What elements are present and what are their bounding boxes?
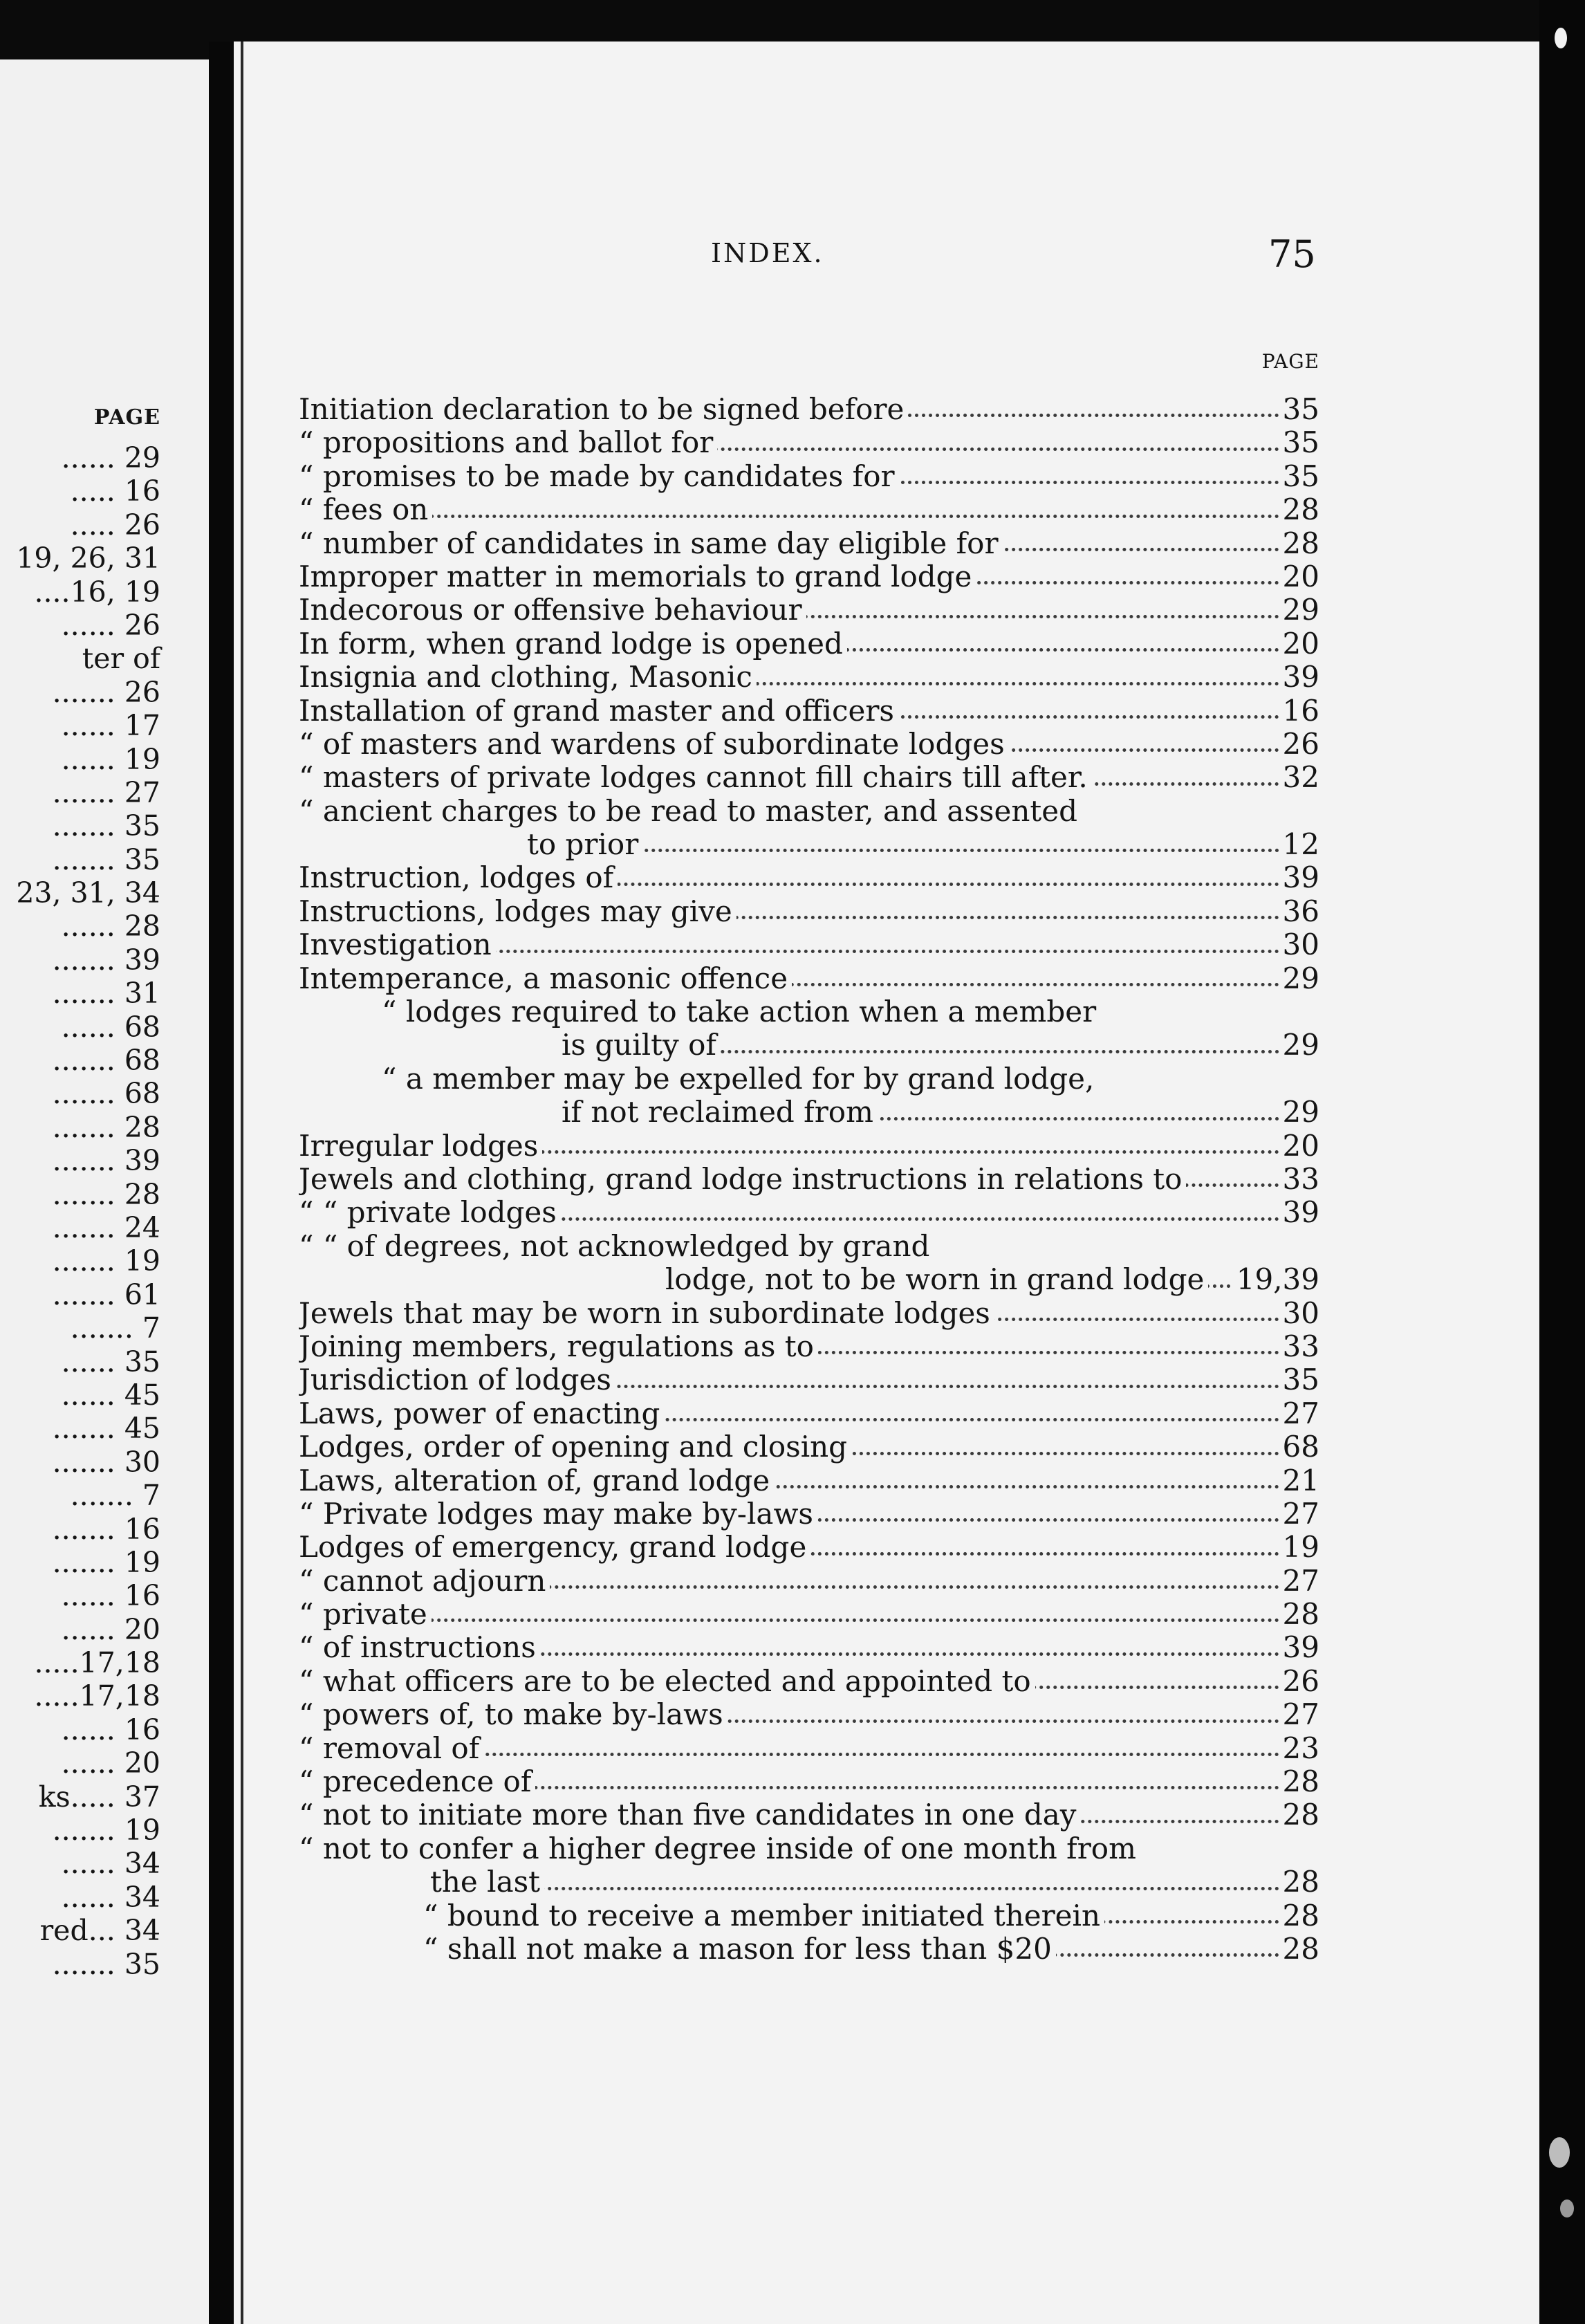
entry-page-ref: 21 xyxy=(1279,1464,1319,1497)
dot-leader xyxy=(326,515,1279,518)
entry-page-ref: 27 xyxy=(1279,1497,1319,1531)
entry-page-ref: 12 xyxy=(1279,828,1319,861)
left-page-row: ....... 7 xyxy=(70,1311,160,1345)
entry-page-ref: 28 xyxy=(1279,1933,1319,1966)
left-page-row: ..... 16 xyxy=(70,474,160,508)
left-page-row: ....... 24 xyxy=(52,1210,160,1244)
scan-border xyxy=(1539,0,1585,2324)
index-entry xyxy=(299,1363,1319,1396)
entry-page-ref: 26 xyxy=(1279,1665,1319,1698)
left-page-row: 19, 26, 31 xyxy=(16,542,160,575)
left-page-row: ...... 16 xyxy=(61,1713,160,1746)
index-entry xyxy=(299,593,1319,627)
entry-page-ref: 68 xyxy=(1279,1430,1319,1464)
entry-page-ref: 36 xyxy=(1279,895,1319,928)
entry-text: “ precedence of xyxy=(299,1765,535,1798)
entry-text: Instructions, lodges may give xyxy=(299,895,736,928)
entry-page-ref: 30 xyxy=(1279,1297,1319,1330)
index-entry xyxy=(299,1832,1319,1865)
index-page xyxy=(234,42,1539,2324)
entry-page-ref: 20 xyxy=(1279,627,1319,661)
entry-text: “ Private lodges may make by-laws xyxy=(299,1497,817,1531)
entry-text: Jewels that may be worn in subordinate lodges xyxy=(299,1297,994,1330)
entry-text: the last xyxy=(430,1865,544,1899)
entry-page-ref: 39 xyxy=(1279,1196,1319,1229)
index-entry xyxy=(299,1062,1319,1096)
index-entry xyxy=(299,1297,1319,1330)
entry-text: “ powers of, to make by-laws xyxy=(299,1698,727,1731)
left-page-column-header: PAGE xyxy=(93,405,160,430)
index-entry xyxy=(299,426,1319,459)
index-entry xyxy=(299,460,1319,493)
entry-page-ref: 19 xyxy=(1279,1531,1319,1564)
index-entry xyxy=(299,861,1319,894)
left-page-row: ....... 28 xyxy=(52,1177,160,1211)
left-page-row: ...... 17 xyxy=(61,709,160,743)
entry-text: Lodges of emergency, grand lodge xyxy=(299,1531,810,1564)
entry-page-ref: 35 xyxy=(1279,1363,1319,1396)
index-entry xyxy=(299,828,1319,861)
entry-page-ref: 29 xyxy=(1279,962,1319,995)
index-entry xyxy=(299,928,1319,961)
index-entry xyxy=(299,393,1319,426)
index-entry xyxy=(299,1397,1319,1430)
entry-page-ref: 16 xyxy=(1279,694,1319,728)
left-page-row: ...... 68 xyxy=(61,1010,160,1044)
page-edge-line xyxy=(241,42,243,2324)
entry-page-ref: 20 xyxy=(1279,1129,1319,1163)
entry-text: “ of masters and wardens of subordinate lodges xyxy=(299,728,1009,761)
entry-page-ref: 20 xyxy=(1279,560,1319,593)
entry-page-ref: 27 xyxy=(1279,1698,1319,1731)
index-entry xyxy=(299,1798,1319,1832)
index-entry xyxy=(299,1196,1319,1229)
left-page-row: ...... 34 xyxy=(61,1880,160,1914)
entry-page-ref: 33 xyxy=(1279,1163,1319,1196)
left-page-row: ....... 61 xyxy=(52,1278,160,1311)
left-page-row: ...... 29 xyxy=(61,441,160,474)
left-page-row: .....17,18 xyxy=(34,1679,160,1713)
entry-page-ref: 39 xyxy=(1279,661,1319,694)
entry-text: Laws, alteration of, grand lodge xyxy=(299,1464,774,1497)
left-page-row: ....... 31 xyxy=(52,977,160,1011)
index-entries xyxy=(299,393,1319,1966)
entry-text: Jurisdiction of lodges xyxy=(299,1363,615,1396)
index-entry xyxy=(299,1698,1319,1731)
left-page-row: ....... 27 xyxy=(52,775,160,809)
gutter-shadow xyxy=(209,42,234,2324)
index-entry xyxy=(299,493,1319,526)
index-entry xyxy=(299,1096,1319,1129)
entry-text: lodge, not to be worn in grand lodge xyxy=(665,1263,1208,1296)
entry-text: “ a member may be expelled for by grand lodge, xyxy=(382,1062,1098,1096)
left-page-row: 23, 31, 34 xyxy=(16,876,160,910)
entry-text: Investigation xyxy=(299,928,496,961)
entry-text: “ what officers are to be elected and appointed to xyxy=(299,1665,1035,1698)
index-entry xyxy=(299,1330,1319,1363)
left-page-row: red... 34 xyxy=(39,1914,160,1948)
entry-text: “ removal of xyxy=(299,1732,483,1765)
entry-text: “ private xyxy=(299,1598,432,1631)
left-page-fragment xyxy=(0,59,209,2324)
left-page-row: ....... 19 xyxy=(52,1244,160,1278)
paper-speck xyxy=(1555,28,1567,48)
entry-text: Insignia and clothing, Masonic xyxy=(299,661,757,694)
left-page-row: ...... 28 xyxy=(61,910,160,943)
entry-text: “ shall not make a mason for less than $20 xyxy=(423,1933,1056,1966)
entry-text: “ not to confer a higher degree inside of one month from xyxy=(299,1832,1140,1865)
index-entry xyxy=(299,1430,1319,1464)
entry-page-ref: 26 xyxy=(1279,728,1319,761)
paper-speck xyxy=(1560,2200,1574,2217)
page-number: 75 xyxy=(1268,232,1316,276)
index-entry xyxy=(299,995,1319,1029)
dot-leader xyxy=(326,1618,1279,1622)
left-page-entries xyxy=(0,441,160,1981)
index-entry xyxy=(299,1565,1319,1598)
entry-text: Lodges, order of opening and closing xyxy=(299,1430,851,1464)
index-entry xyxy=(299,560,1319,593)
entry-page-ref: 28 xyxy=(1279,1598,1319,1631)
entry-page-ref: 39 xyxy=(1279,861,1319,894)
index-entry xyxy=(299,1163,1319,1196)
index-entry xyxy=(299,661,1319,694)
left-page-row: ks..... 37 xyxy=(38,1780,160,1814)
index-entry xyxy=(299,1263,1319,1296)
index-entry xyxy=(299,895,1319,928)
index-entry xyxy=(299,1732,1319,1765)
entry-text: Indecorous or offensive behaviour xyxy=(299,593,806,627)
entry-text: “ not to initiate more than five candidates in one day xyxy=(299,1798,1080,1832)
entry-page-ref: 28 xyxy=(1279,1765,1319,1798)
entry-text: “ number of candidates in same day eligible for xyxy=(299,527,1003,560)
entry-text: Intemperance, a masonic offence xyxy=(299,962,792,995)
entry-page-ref: 28 xyxy=(1279,527,1319,560)
entry-page-ref: 35 xyxy=(1279,393,1319,426)
entry-text: Installation of grand master and officers xyxy=(299,694,898,728)
entry-text: if not reclaimed from xyxy=(562,1096,878,1129)
left-page-row: .....17,18 xyxy=(34,1646,160,1680)
entry-text: “ bound to receive a member initiated therein xyxy=(423,1899,1104,1933)
entry-page-ref: 29 xyxy=(1279,593,1319,627)
entry-page-ref: 28 xyxy=(1279,493,1319,526)
entry-text: Irregular lodges xyxy=(299,1129,542,1163)
entry-page-ref: 27 xyxy=(1279,1565,1319,1598)
entry-page-ref: 33 xyxy=(1279,1330,1319,1363)
left-page-row: ....... 19 xyxy=(52,1545,160,1579)
entry-page-ref: 39 xyxy=(1279,1631,1319,1664)
left-page-row: ...... 35 xyxy=(61,1345,160,1378)
left-page-row: ....16, 19 xyxy=(34,575,160,609)
left-page-row: ..... 26 xyxy=(70,508,160,542)
left-page-row: ....... 19 xyxy=(52,1814,160,1847)
entry-text: Joining members, regulations as to xyxy=(299,1330,818,1363)
index-entry xyxy=(299,795,1319,828)
left-page-row: ....... 68 xyxy=(52,1044,160,1078)
paper-speck xyxy=(1549,2137,1570,2168)
left-page-row: ....... 35 xyxy=(52,809,160,843)
index-entry xyxy=(299,1230,1319,1263)
left-page-row: ...... 20 xyxy=(61,1746,160,1780)
index-entry xyxy=(299,1933,1319,1966)
left-page-row: ...... 16 xyxy=(61,1579,160,1613)
index-entry xyxy=(299,1631,1319,1664)
entry-text: In form, when grand lodge is opened xyxy=(299,627,847,661)
left-page-row: ...... 19 xyxy=(61,742,160,776)
index-entry xyxy=(299,627,1319,661)
dot-leader xyxy=(555,849,1279,852)
entry-page-ref: 35 xyxy=(1279,426,1319,459)
entry-page-ref: 35 xyxy=(1279,460,1319,493)
entry-page-ref: 32 xyxy=(1279,761,1319,794)
entry-text: “ “ of degrees, not acknowledged by grand xyxy=(299,1230,934,1263)
left-page-row: ....... 16 xyxy=(52,1512,160,1546)
entry-text: is guilty of xyxy=(562,1029,721,1062)
entry-text: “ cannot adjourn xyxy=(299,1565,550,1598)
entry-page-ref: 28 xyxy=(1279,1865,1319,1899)
entry-text: Instruction, lodges of xyxy=(299,861,618,894)
entry-text: Initiation declaration to be signed before xyxy=(299,393,908,426)
entry-text: “ “ private lodges xyxy=(299,1196,561,1229)
index-entry xyxy=(299,728,1319,761)
entry-text: Improper matter in memorials to grand lodge xyxy=(299,560,976,593)
entry-text: Jewels and clothing, grand lodge instructions in relations to xyxy=(299,1163,1186,1196)
entry-page-ref: 30 xyxy=(1279,928,1319,961)
index-entry xyxy=(299,527,1319,560)
entry-page-ref: 28 xyxy=(1279,1899,1319,1933)
index-entry xyxy=(299,1765,1319,1798)
entry-page-ref: 19,39 xyxy=(1232,1263,1319,1296)
index-entry xyxy=(299,962,1319,995)
index-entry xyxy=(299,761,1319,794)
entry-page-ref: 28 xyxy=(1279,1798,1319,1832)
left-page-row: ter of xyxy=(82,642,160,676)
left-page-row: ....... 45 xyxy=(52,1412,160,1446)
left-page-row: ...... 34 xyxy=(61,1847,160,1881)
dot-leader xyxy=(458,1887,1279,1890)
index-entry xyxy=(299,1531,1319,1564)
entry-text: “ promises to be made by candidates for xyxy=(299,460,899,493)
left-page-row: ...... 45 xyxy=(61,1378,160,1412)
index-entry xyxy=(299,1129,1319,1163)
entry-text: Laws, power of enacting xyxy=(299,1397,664,1430)
entry-text: to prior xyxy=(527,828,642,861)
entry-page-ref: 29 xyxy=(1279,1029,1319,1062)
index-entry xyxy=(299,1464,1319,1497)
running-head: INDEX. xyxy=(711,238,824,268)
left-page-row: ....... 30 xyxy=(52,1445,160,1479)
left-page-row: ....... 39 xyxy=(52,1144,160,1178)
index-entry xyxy=(299,1029,1319,1062)
left-page-row: ....... 28 xyxy=(52,1110,160,1144)
entry-text: “ ancient charges to be read to master, and assented xyxy=(299,795,1082,828)
page-column-header: PAGE xyxy=(1261,350,1319,373)
entry-text: “ lodges required to take action when a member xyxy=(382,995,1100,1029)
left-page-row: ....... 26 xyxy=(52,675,160,709)
index-entry xyxy=(299,694,1319,728)
entry-text: “ masters of private lodges cannot fill chairs till after. xyxy=(299,761,1092,794)
left-page-row: ...... 20 xyxy=(61,1612,160,1646)
left-page-row: ....... 68 xyxy=(52,1077,160,1111)
entry-page-ref: 23 xyxy=(1279,1732,1319,1765)
index-entry xyxy=(299,1899,1319,1933)
entry-page-ref: 29 xyxy=(1279,1096,1319,1129)
index-entry xyxy=(299,1865,1319,1899)
index-entry xyxy=(299,1497,1319,1531)
left-page-row: ....... 35 xyxy=(52,842,160,876)
entry-text: “ fees on xyxy=(299,493,432,526)
left-page-row: ...... 26 xyxy=(61,608,160,642)
entry-text: “ propositions and ballot for xyxy=(299,426,717,459)
left-page-row: ....... 39 xyxy=(52,943,160,977)
entry-page-ref: 27 xyxy=(1279,1397,1319,1430)
index-entry xyxy=(299,1665,1319,1698)
left-page-row: ....... 7 xyxy=(70,1479,160,1513)
index-entry xyxy=(299,1598,1319,1631)
entry-text: “ of instructions xyxy=(299,1631,540,1664)
left-page-row: ....... 35 xyxy=(52,1947,160,1981)
